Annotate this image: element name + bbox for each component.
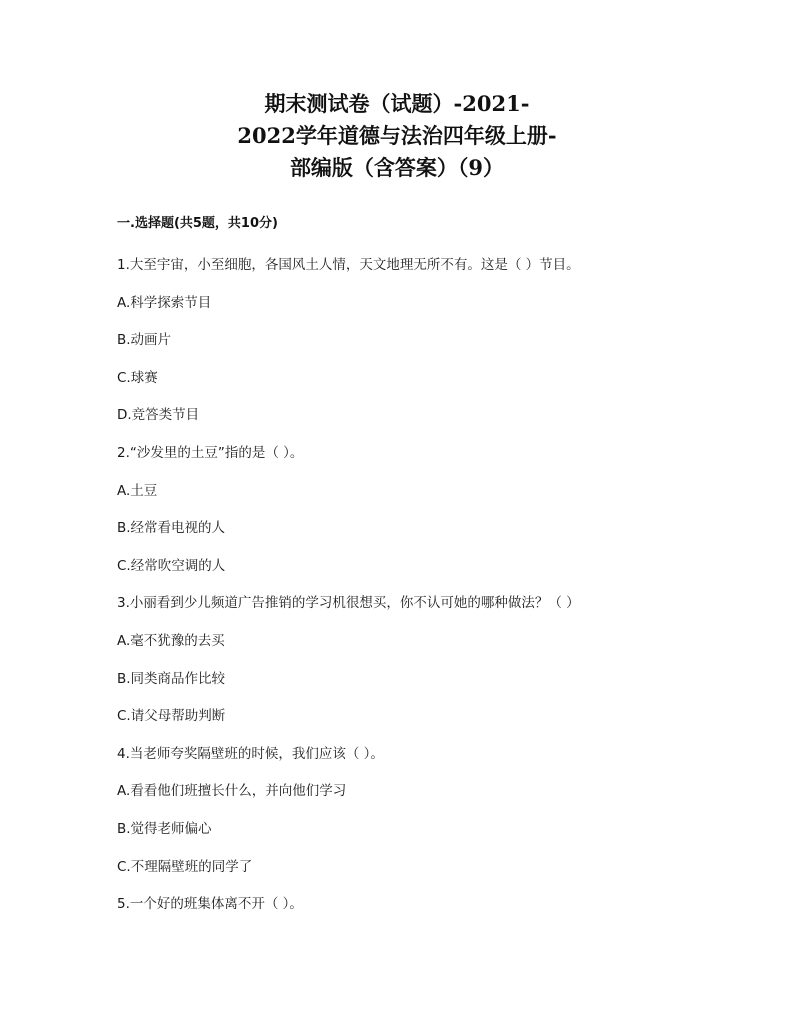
option-3c: C.请父母帮助判断 [117, 708, 226, 725]
option-3a: A.毫不犹豫的去买 [117, 632, 225, 649]
question-2: 2.“沙发里的土豆”指的是（ ）。 [117, 444, 304, 461]
option-4b: B.觉得老师偏心 [117, 820, 212, 837]
question-list [117, 255, 757, 932]
option-2a: A.土豆 [117, 482, 158, 499]
option-3b: B.同类商品作比较 [117, 670, 226, 687]
option-1d: D.竞答类节目 [117, 407, 200, 424]
title-line-3: 部编版（含答案）（9） [289, 155, 505, 180]
question-3: 3.小丽看到少儿频道广告推销的学习机很想买，你不认可她的哪种做法？（ ） [117, 595, 580, 612]
question-1: 1.大至宇宙，小至细胞，各国风土人情，天文地理无所不有。这是（ ）节目。 [117, 257, 580, 273]
option-1c: C.球赛 [117, 369, 158, 386]
option-2c: C.经常吹空调的人 [117, 557, 226, 574]
title-line-2: 2022学年道德与法治四年级上册- [237, 123, 557, 148]
question-5: 5.一个好的班集体离不开（ ）。 [117, 896, 303, 913]
question-4: 4.当老师夸奖隔壁班的时候，我们应该（ ）。 [117, 745, 384, 762]
section-heading: 一.选择题(共5题，共10分) [117, 216, 278, 231]
document-title [0, 88, 794, 184]
option-1a: A.科学探索节目 [117, 294, 212, 311]
option-1b: B.动画片 [117, 332, 172, 349]
option-4a: A.看看他们班擅长什么，并向他们学习 [117, 783, 347, 800]
title-line-1: 期末测试卷（试题）-2021- [264, 91, 530, 116]
option-2b: B.经常看电视的人 [117, 520, 226, 537]
option-4c: C.不理隔壁班的同学了 [117, 858, 253, 875]
